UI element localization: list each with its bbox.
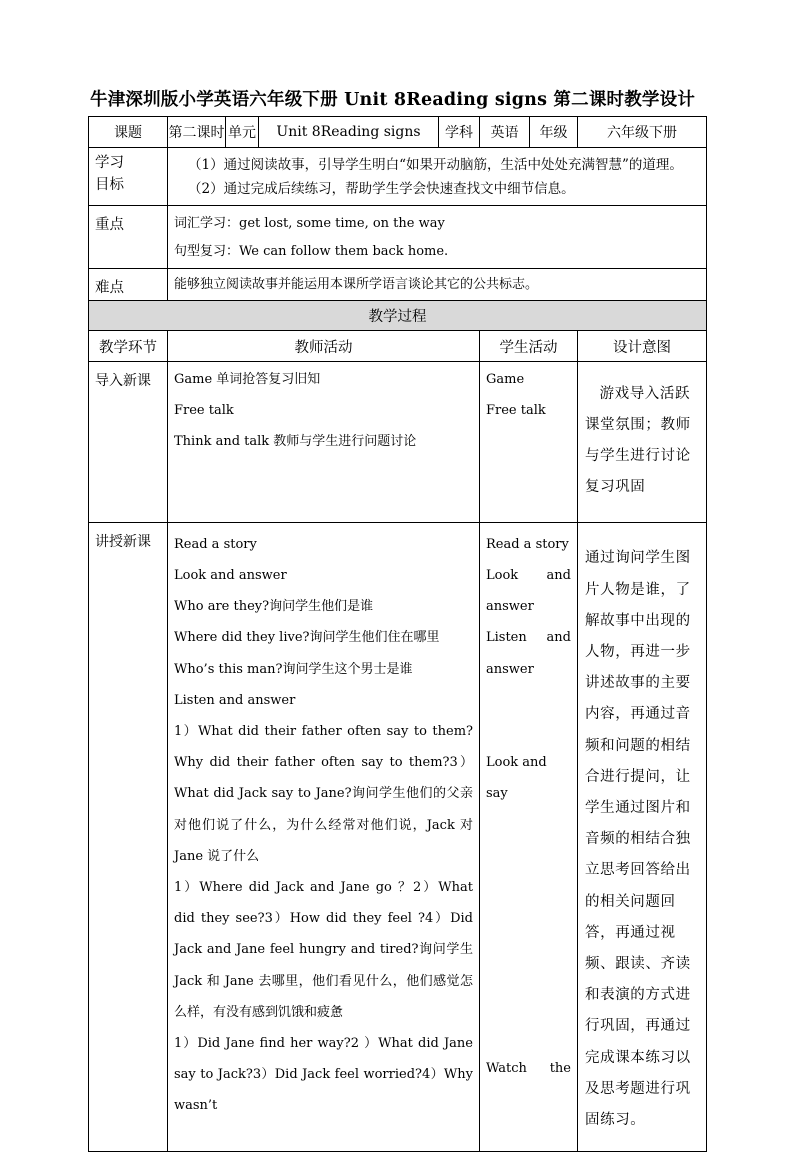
unit-label: 单元 [226,117,259,148]
teacher-activity-intro: Game 单词抢答复习旧知 Free talk Think and talk 教师与学生进行问题讨论 [168,362,480,523]
student-activity-new-lesson: Read a story Look and answer Listen and answer Look and say Watch the [480,522,578,1151]
grade-label: 年级 [530,117,578,148]
key-points-label: 重点 [89,206,168,269]
objectives-label: 学习 目标 [89,148,168,206]
difficulty-label: 难点 [89,269,168,301]
difficulty-content: 能够独立阅读故事并能运用本课所学语言谈论其它的公共标志。 [168,269,707,301]
design-intent-new-lesson: 通过询问学生图片人物是谁，了解故事中出现的人物，再进一步讲述故事的主要内容，再通过音频和问题的相结合进行提问，让学生通过图片和音频的相结合独立思考回答给出的相关问题回答，再通过视频、跟读、齐读和表演的方式进行巩固，再通过完成课本练习以及思考题进行巩固练习。 [578,522,707,1151]
col-student: 学生活动 [480,331,578,362]
key-vocab: 词汇学习：get lost, some time, on the way [174,216,445,231]
header-row [89,117,707,148]
student-activity-intro: Game Free talk [480,362,578,523]
key-sentence: 句型复习：We can follow them back home. [174,244,449,259]
topic-value: 第二课时 [168,117,226,148]
key-points-row [89,206,707,269]
objective-item: （1）通过阅读故事，引导学生明白“如果开动脑筋，生活中处处充满智慧”的道理。 [188,157,683,173]
teacher-activity-new-lesson: Read a story Look and answer Who are they?询问学生他们是谁 Where did they live?询问学生他们住在哪里 Who’s this man?询问学生这个男士是谁 Listen and answer 1）What did their father often say to them?Why did their father often say to them?3）What did Jack say to Jane?询问学生他们的父亲对他们说了什么，为什么经常对他们说，Jack 对 Jane 说了什么 1）Where did Jack and Jane go ？2）What did they see?3）How did they feel ?4）Did Jack and Jane feel hungry and tired?询问学生 Jack 和 Jane 去哪里，他们看见什么，他们感觉怎么样，有没有感到饥饿和疲惫 1）Did Jane find her way?2 ）What did Jane say to Jack?3）Did Jack feel worried?4）Why wasn’t [168,522,480,1151]
col-teacher: 教师活动 [168,331,480,362]
objectives-content [168,148,707,206]
process-column-headers [89,331,707,362]
table-row [89,522,707,1151]
lesson-plan-table [88,116,706,1152]
key-points-content [168,206,707,269]
col-stage: 教学环节 [89,331,168,362]
topic-label: 课题 [89,117,168,148]
objective-item: （2）通过完成后续练习，帮助学生学会快速查找文中细节信息。 [188,181,575,197]
stage-new-lesson: 讲授新课 [89,522,168,1151]
table-row [89,362,707,523]
col-intent: 设计意图 [578,331,707,362]
objectives-row [89,148,707,206]
subject-label: 学科 [439,117,480,148]
process-heading: 教学过程 [89,301,707,331]
stage-intro: 导入新课 [89,362,168,523]
unit-value: Unit 8Reading signs [259,117,439,148]
grade-value: 六年级下册 [578,117,707,148]
difficulty-row [89,269,707,301]
design-intent-intro: 游戏导入活跃课堂氛围；教师与学生进行讨论复习巩固 [578,362,707,523]
document-title: 牛津深圳版小学英语六年级下册 Unit 8Reading signs 第二课时教学设计 [90,90,696,110]
process-heading-row [89,301,707,331]
subject-value: 英语 [480,117,530,148]
